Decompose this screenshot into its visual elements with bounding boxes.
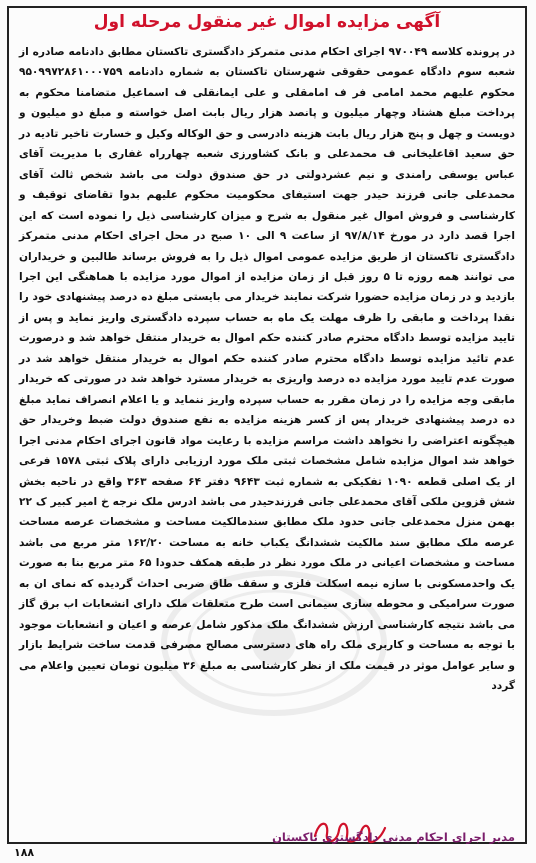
notice-frame <box>7 6 527 844</box>
notice-body-paragraph: در پرونده کلاسه ۹۷۰۰۴۹ اجرای احکام مدنی متمرکز دادگستری تاکستان مطابق دادنامه صادره از شعبه سوم دادگاه عمومی حقوقی شهرستان تاکستان به شماره دادنامه ۹۵۰۹۹۷۲۸۶۱۰۰۰۷۵۹ محکوم علیهم محمد امامی فر ف امامقلی و علی ایمانقلی ف اسماعیل متضامنا محکوم به پرداخت مبلغ هشتاد وچهار میلیون و پانصد هزار ریال بابت اصل خواسته و مبلغ دو میلیون و دویست و چهل و پنج هزار ریال بابت هزینه دادرسی و حق الوکاله وکیل و خسارت تاخیر تادیه در حق سعید اقاعلیخانی ف محمدعلی و بانک کشاورزی شعبه چهارراه غفاری با مدیریت آقای عباس یوسفی رامندی و نیم عشردولتی در حق صندوق دولت می باشد شخص ثالث آقای محمدعلی جانی فرزند حیدر جهت استیفای محکومیت محکوم علیهم بدوا تقاضای توقیف و کارشناسی و فروش اموال غیر منقول به شرح و میزان کارشناسی ذیل را نموده است که این اجرا قصد دارد در مورخ ۹۷/۸/۱۴ از ساعت ۹ الی ۱۰ صبح در محل اجرای احکام مدنی متمرکز دادگستری تاکستان از طریق مزایده عمومی اموال ذیل را به فروش برساند طالبین و خریداران می توانند همه روزه تا ۵ روز قبل از زمان مزایده از اموال مورد مزایده با هماهنگی این اجرا بازدید و در زمان مزایده حضورا شرکت نمایند خریدار می بایستی مبلغ ده درصد پیشنهادی خود را نقدا پرداخت و مابقی را ظرف مهلت یک ماه به حساب سپرده دادگستری واریز نماید و پس از تایید مزایده توسط دادگاه محترم صادر کننده حکم اموال به خریدار منتقل خواهد شد و درصورت عدم تائید مزایده توسط دادگاه محترم صادر کننده حکم اموال به خریدار منتقل خواهد شد در صورت عدم تایید مورد مزایده ده درصد واریزی به خریدار مسترد خواهد شد در صورتی که خریدار مابقی وجه مزایده را در زمان مقرر به حساب سپرده واریز ننماید و یا اعلام انصراف نماید مبلغ ده درصد پیشنهادی خریدار پس از کسر هزینه مزایده به نفع صندوق دولت ضبط وخریدار حق هیچگونه اعتراضی را نخواهد داشت مراسم مزایده با رعایت مواد قانون اجرای احکام مدنی اجرا خواهد شد اموال مزایده شامل مشخصات ثبتی ملک مورد ارزیابی دارای پلاک ثبتی ۱۵۷۸ فرعی از یک اصلی قطعه ۱۰۹۰ تفکیکی به شماره ثبت ۹۶۴۳ دفتر ۶۴ صفحه ۳۶۳ واقع در ناحیه بخش شش قزوین ملکی آقای محمدعلی جانی فرزندحیدر می باشد ادرس ملک نرجه خ امیر کبیر ک ۲۲ بهمن منزل محمدعلی جانی حدود ملک مطابق سندمالکیت مساحت و مشخصات عرصه مساحت عرصه ملک مطابق سند مالکیت ششدانگ یکباب خانه به مساحت ۱۶۲/۲۰ متر مربع می باشد مساحت و مشخصات اعیانی در ملک مورد نظر در طبقه همکف حدودا ۶۵ متر مربع بنا به صورت یک واحدمسکونی با سازه نیمه اسکلت فلزی و سقف طاق ضربی احداث گردیده که نمای ان به صورت سرامیکی و محوطه سازی سیمانی است طرح متعلقات ملک دارای انشعابات اب برق گاز می باشد نتیجه کارشناسی ارزش ششدانگ ملک مذکور شامل عرصه و اعیان و انشعابات موجود با توجه به مساحت و کاربری ملک راه های دسترسی مصالح مصرفی قدمت ساخت شرایط بازار و سایر عوامل موثر در قیمت ملک از نظر کارشناسی به مبلغ ۳۶ میلیون تومان تعیین واعلام می گردد <box>19 46 515 693</box>
page-number: ۱۸۸ <box>14 846 35 859</box>
footer-signature: مدیر اجرای احکام مدنی دادگستری تاکستان <box>272 830 515 844</box>
notice-body <box>19 42 515 697</box>
notice-title: آگهی مزایده اموال غیر منقول مرحله اول <box>93 12 441 32</box>
